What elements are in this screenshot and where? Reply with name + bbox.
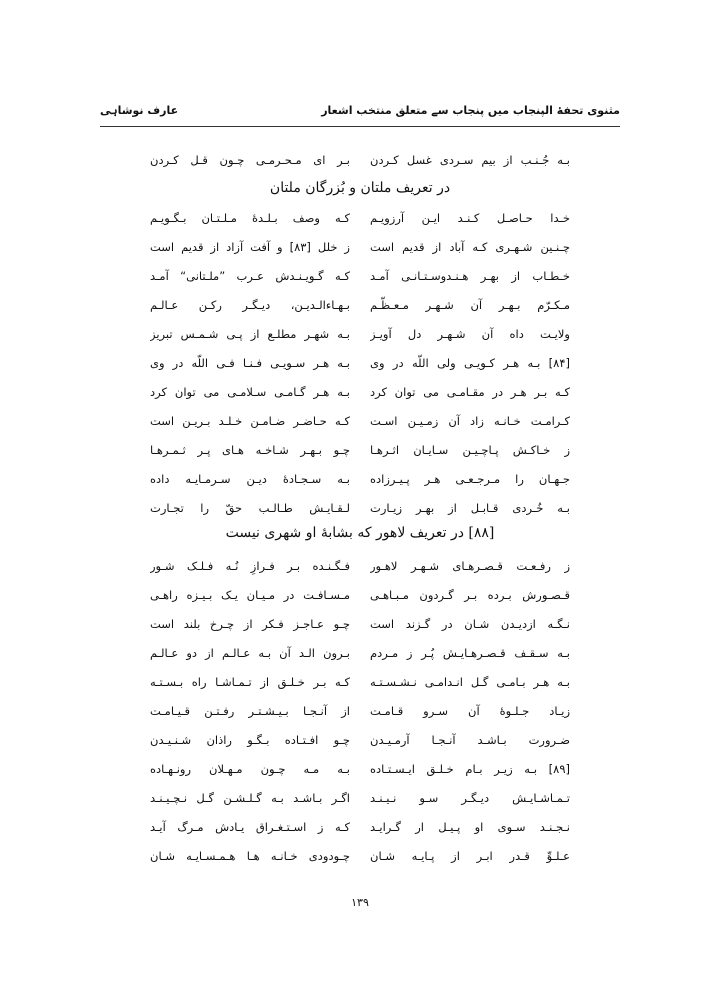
- running-header: [100, 104, 620, 124]
- first-hemistich: [۸۴] بـه هـر کـویـی ولی اللّه در وی: [370, 356, 570, 370]
- second-hemistich: بـه مـه چـون مـهـلان رونـهـاده: [150, 762, 350, 776]
- couplet: [150, 846, 570, 868]
- first-hemistich: خـدا حـاصـل کـنـد ایـن آرزویـم: [370, 211, 570, 225]
- second-hemistich: چـو افـتـاده بـگـو راذان شـنـیـدن: [150, 733, 350, 747]
- couplet: [150, 411, 570, 433]
- author-name: عارف نوشاہی: [100, 104, 179, 117]
- first-hemistich: [۸۹] بـه زیـر بـام خـلـق ایـسـتـاده: [370, 762, 570, 776]
- couplet: [150, 150, 570, 172]
- book-title: مثنوی تحفۀ الپنجاب میں پنجاب سے متعلق منتخب اشعار: [321, 104, 620, 117]
- first-hemistich: خـطـاب از بهـر هـنـدوسـتـانـی آمـد: [370, 269, 570, 283]
- first-hemistich: نـگـه ازدیـدن شـان در گـزند است: [370, 617, 570, 631]
- second-hemistich: کـه ز اسـتـغـراق یـادش مـرگ آیـد: [150, 820, 350, 834]
- second-hemistich: چـو عـاجـز فـکر از چـرخ بلند است: [150, 617, 350, 631]
- couplet: [150, 759, 570, 781]
- couplet: [150, 788, 570, 810]
- second-hemistich: کـه بـر خـلـق از تـمـاشـا راه بـسـتـه: [150, 675, 350, 689]
- page-number: ۱۳۹: [351, 896, 369, 909]
- first-hemistich: ز خـاکـش پـاچـیـن سـایـان اثـرهـا: [370, 443, 570, 457]
- couplet: [150, 208, 570, 230]
- couplet: [150, 585, 570, 607]
- second-hemistich: لـقـایـش طـالـب حقّ را تجـارت: [150, 501, 350, 515]
- first-hemistich: جـهـان را مـرجـعـی هـر پـیـرزاده: [370, 472, 570, 486]
- first-hemistich: بـه هـر بـامـی گـل انـدامـی نـشـسـتـه: [370, 675, 570, 689]
- couplet: [150, 614, 570, 636]
- first-hemistich: ضـرورت بـاشـد آنـجـا آرمـیـدن: [370, 733, 570, 747]
- couplet: [150, 817, 570, 839]
- first-hemistich: ز رفـعـت قـصـرهـای شـهـر لاهـور: [370, 559, 570, 573]
- section-title-lahore: [۸۸] در تعریف لاهور که بشابۀ او شهری نیست: [225, 525, 495, 541]
- first-hemistich: مـکـرّم بـهـر آن شـهـر مـعـظّـم: [370, 298, 570, 312]
- second-hemistich: بـه شهـر مطلـع از پـی شـمـس تبریز: [150, 327, 350, 341]
- second-hemistich: فـگـنـده بـر فـرازِ نُـه فـلـک شـور: [150, 559, 350, 573]
- header-rule: [100, 126, 620, 127]
- first-hemistich: تـمـاشـایـش دیـگـر سـو نـیـنـد: [370, 791, 570, 805]
- couplet: [150, 556, 570, 578]
- first-hemistich: نـجـنـد سـوی او پـیـل ار گـرایـد: [370, 820, 570, 834]
- second-hemistich: بـرون الـد آن بـه عـالـم از دو عـالـم: [150, 646, 350, 660]
- second-hemistich: مـسـافـت در مـیـان یـک بـیـزه راهـی: [150, 588, 350, 602]
- second-hemistich: بـهـاءالـدیـن، دیـگـر رکـن عـالـم: [150, 298, 350, 312]
- second-hemistich: بـه سـجـادۀ دیـن سـرمـایـه داده: [150, 472, 350, 486]
- couplet: [150, 266, 570, 288]
- couplet: [150, 324, 570, 346]
- first-hemistich: قـصـورش بـرده بـر گـردون مـبـاهـی: [370, 588, 570, 602]
- first-hemistich: کـرامـت خـانـه زاد آن زمـیـن اسـت: [370, 414, 570, 428]
- couplet: [150, 498, 570, 520]
- couplet: [150, 382, 570, 404]
- second-hemistich: کـه گـویـنـدش عـرب ”ملـتانی“ آمـد: [150, 269, 350, 283]
- couplet: [150, 440, 570, 462]
- second-hemistich: اگـر بـاشـد بـه گـلـشـن گـل نـچـیـنـد: [150, 791, 350, 805]
- couplet: [150, 295, 570, 317]
- first-hemistich: بـه سـقـف قـصـرهـایـش پُـر ز مـردم: [370, 646, 570, 660]
- first-hemistich: عـلـوِّ قـدر ابـر از پـایـه شـان: [370, 849, 570, 863]
- second-hemistich: کـه حـاضـر ضـامـن خـلـد بـریـن است: [150, 414, 350, 428]
- first-hemistich: کـه بـر هـر در مقـامـی می توان کرد: [370, 385, 570, 399]
- couplet: [150, 643, 570, 665]
- first-hemistich: زیـاد جـلـوۀ آن سـرو قـامـت: [370, 704, 570, 718]
- second-hemistich: از آنـجـا بـیـشـتـر رفـتـن قـیـامـت: [150, 704, 350, 718]
- couplet: [150, 237, 570, 259]
- couplet: [150, 701, 570, 723]
- couplet: [150, 730, 570, 752]
- first-hemistich: ولایـت داه آن شـهـر دل آویـز: [370, 327, 570, 341]
- section-title-multan: در تعریف ملتان و بُزرگان ملتان: [269, 180, 451, 196]
- first-hemistich: بـه جُـنـب از بیم سـردی غسل کـردن: [370, 153, 570, 167]
- first-hemistich: بـه خُـردی قـابـل از بهـر زیـارت: [370, 501, 570, 515]
- second-hemistich: بـر ای مـحـرمـی چـون قـل کـردن: [150, 153, 350, 167]
- second-hemistich: ز خلل [۸۳] و آفت آزاد از قدیم است: [150, 240, 350, 254]
- second-hemistich: بـه هـر گـامـی سـلامـی می توان کرد: [150, 385, 350, 399]
- first-hemistich: چـنـین شـهـری کـه آباد از قدیم است: [370, 240, 570, 254]
- couplet: [150, 353, 570, 375]
- couplet: [150, 469, 570, 491]
- second-hemistich: چـو بـهـر شـاخـه هـای پـر ثـمـرهـا: [150, 443, 350, 457]
- second-hemistich: کـه وصف بـلـدۀ مـلـتـان بـگـویـم: [150, 211, 350, 225]
- couplet: [150, 672, 570, 694]
- second-hemistich: بـه هـر سـویـی فـنـا فـی اللّه در وی: [150, 356, 350, 370]
- second-hemistich: چـودودی خـانـه هـا هـمـسـایـه شـان: [150, 849, 350, 863]
